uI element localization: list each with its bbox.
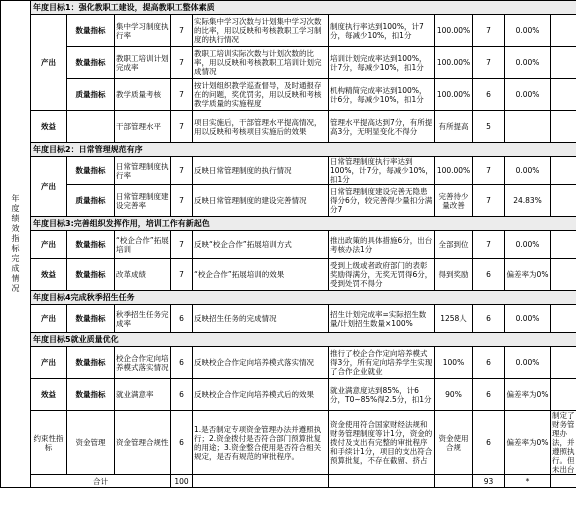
indicator-weight: 7 <box>171 15 193 47</box>
indicator-deviation: 0.00% <box>505 347 551 379</box>
indicator-note <box>551 157 576 185</box>
indicator-score: 6 <box>473 305 505 333</box>
indicator-description: “校企合作”拓展培训的效果 <box>193 259 329 291</box>
indicator-note <box>551 15 576 47</box>
indicator-actual: 100.00% <box>435 47 473 79</box>
indicator-note <box>551 185 576 217</box>
indicator-description: 实际集中学习次数与计划集中学习次数的比率，用以反映和考核教职工学习制度的执行情况 <box>193 15 329 47</box>
goal-4-title: 年度目标4完成秋季招生任务 <box>31 291 576 305</box>
indicator-note <box>551 111 576 143</box>
constraint-sub-category: 资金管理 <box>67 411 115 475</box>
indicator-target: 资金使用符合国家财经法规和财务管理制度等计1分，资金的拨付及支出有完整的审批程序和手续计1分，项目的支出符合预算批复，不存在截留、挤占 <box>329 411 435 475</box>
indicator-score: 7 <box>473 185 505 217</box>
indicator-weight: 7 <box>171 185 193 217</box>
category-output: 产出 <box>31 305 67 333</box>
indicator-actual: 完善待少量改善 <box>435 185 473 217</box>
indicator-score: 6 <box>473 79 505 111</box>
total-score: 93 <box>473 475 505 488</box>
goal-3-title: 年度目标3:完善组织发挥作用，培训工作有新起色 <box>31 217 576 231</box>
goal-5-title: 年度目标5就业质量优化 <box>31 333 576 347</box>
indicator-name: 改革成绩 <box>115 259 171 291</box>
indicator-note <box>551 347 576 379</box>
indicator-name: 集中学习制度执行率 <box>115 15 171 47</box>
indicator-target: 日常管理制度建设完善无隐患得分6分，较完善得少量扣分满分7 <box>329 185 435 217</box>
indicator-score: 7 <box>473 157 505 185</box>
indicator-weight: 7 <box>171 47 193 79</box>
category-benefit: 效益 <box>31 259 67 291</box>
indicator-actual: 90% <box>435 379 473 411</box>
indicator-note: 制定了财务管理办法，并遵照执行。但未出台 <box>551 411 576 475</box>
indicator-deviation: 偏差率为0% <box>505 411 551 475</box>
indicator-deviation: 偏差率为0% <box>505 259 551 291</box>
category-output: 产出 <box>31 157 67 217</box>
indicator-description: 反映日常管理制度的执行情况 <box>193 157 329 185</box>
indicator-actual: 1258人 <box>435 305 473 333</box>
sub-category: 数量指标 <box>67 157 115 185</box>
sub-category: 数量指标 <box>67 15 115 47</box>
indicator-score: 6 <box>473 259 505 291</box>
indicator-note <box>551 379 576 411</box>
indicator-score: 7 <box>473 15 505 47</box>
category-benefit: 效益 <box>31 111 67 143</box>
indicator-actual: 100% <box>435 347 473 379</box>
indicator-score: 7 <box>473 47 505 79</box>
indicator-description: 反映“校企合作”拓展培训方式 <box>193 231 329 259</box>
goal-1-title: 年度目标1：强化教职工建设，提高教职工整体素质 <box>31 1 576 15</box>
indicator-note <box>551 305 576 333</box>
indicator-deviation: 0.00% <box>505 305 551 333</box>
sub-category: 数量指标 <box>67 231 115 259</box>
constraint-category: 约束性指标 <box>31 411 67 475</box>
indicator-score: 6 <box>473 347 505 379</box>
indicator-target: 机构精简完成率达到100%，计6分，每减少10%，扣1分 <box>329 79 435 111</box>
indicator-target: 受到上级或者政府部门的表彰奖励得满分，无奖无罚得6分，受到处罚不得分 <box>329 259 435 291</box>
indicator-note <box>551 79 576 111</box>
indicator-description: 反映招生任务的完成情况 <box>193 305 329 333</box>
indicator-weight: 6 <box>171 347 193 379</box>
category-output: 产出 <box>31 15 67 111</box>
indicator-target: 招生计划完成率=实际招生数量/计划招生数量×100% <box>329 305 435 333</box>
indicator-name: 秋季招生任务完成率 <box>115 305 171 333</box>
total-weight: 100 <box>171 475 193 488</box>
indicator-actual: 100.00% <box>435 157 473 185</box>
indicator-description: 反映校企合作定向培养模式落实情况 <box>193 347 329 379</box>
total-label: 合计 <box>31 475 171 488</box>
sub-category: 数量指标 <box>67 347 115 379</box>
indicator-name: 教职工培训计划完成率 <box>115 47 171 79</box>
indicator-target: 日常管理制度执行率达到100%，计7分，每减少10%，扣1分 <box>330 157 433 184</box>
indicator-name: “校企合作”拓展培训 <box>115 231 171 259</box>
goal-2-title: 年度目标2：日常管理规范有序 <box>31 143 576 157</box>
indicator-target: 推出政策的具体措施6分，出台考核办法1分 <box>329 231 435 259</box>
indicator-weight: 7 <box>171 259 193 291</box>
category-benefit: 效益 <box>31 379 67 411</box>
indicator-deviation: 偏差率为0% <box>505 379 551 411</box>
indicator-actual: 资金使用合规 <box>435 411 473 475</box>
sub-category: 质量指标 <box>67 79 115 111</box>
indicator-name: 校企合作定向培养模式落实情况 <box>115 347 171 379</box>
indicator-note <box>551 231 576 259</box>
indicator-description: 项目实施后，干部管理水平提高情况，用以反映和考核项目实施后的效果 <box>193 111 329 143</box>
total-empty-desc <box>193 475 329 488</box>
indicator-description: 1.是否制定专项资金管理办法并遵照执行；2.资金拨付是否符合部门预算批复的用途；3.资金整合使用是否符合相关规定，是否有规范的审批程序。 <box>193 411 329 475</box>
indicator-description: 教职工培训实际次数与计划次数的比率，用以反映和考核教职工培训计划完成情况 <box>193 47 329 79</box>
indicator-deviation: 0.00% <box>505 231 551 259</box>
indicator-name: 就业满意率 <box>115 379 171 411</box>
indicator-deviation: 0.00% <box>505 157 551 185</box>
indicator-actual: 100.00% <box>435 15 473 47</box>
indicator-weight: 7 <box>171 111 193 143</box>
indicator-name: 资金管理合规性 <box>115 411 171 475</box>
indicator-deviation: 0.00% <box>505 15 551 47</box>
indicator-score: 5 <box>473 111 505 143</box>
category-output: 产出 <box>31 347 67 379</box>
indicator-weight: 7 <box>171 79 193 111</box>
indicator-actual: 100.00% <box>435 79 473 111</box>
indicator-weight: 6 <box>171 305 193 333</box>
indicator-target: 培训计划完成率达到100%，计7分，每减少10%，扣1分 <box>329 47 435 79</box>
indicator-weight: 6 <box>171 379 193 411</box>
total-empty-note <box>551 475 576 488</box>
indicator-note <box>551 259 576 291</box>
category-output: 产出 <box>31 231 67 259</box>
total-empty-target <box>329 475 435 488</box>
indicator-target: 推行了校企合作定向培养模式得3分，所有定向培养学生实现了合作企业就业 <box>329 347 435 379</box>
indicator-score: 6 <box>473 379 505 411</box>
indicator-description: 反映日常管理制度的建设完善情况 <box>193 185 329 217</box>
indicator-target: 管理水平提高达到7分，有所提高3分，无明显变化不得分 <box>329 111 435 143</box>
indicator-weight: 7 <box>171 157 193 185</box>
sub-category: 质量指标 <box>67 185 115 217</box>
total-empty-actual <box>435 475 473 488</box>
indicator-deviation <box>505 111 551 143</box>
indicator-deviation: 0.00% <box>505 47 551 79</box>
indicator-description: 反映校企合作定向培养模式后的效果 <box>193 379 329 411</box>
indicator-name: 日常管理制度建设完善率 <box>115 185 171 217</box>
indicator-name: 教学质量考核 <box>115 79 171 111</box>
sub-category: 数量指标 <box>67 379 115 411</box>
indicator-deviation: 0.00% <box>505 79 551 111</box>
indicator-weight: 6 <box>171 411 193 475</box>
sub-category <box>67 111 115 143</box>
indicator-target: 制度执行率达到100%，计7分，每减少10%，扣1分 <box>329 15 435 47</box>
total-deviation: * <box>505 475 551 488</box>
sub-category: 数量指标 <box>67 47 115 79</box>
indicator-name: 干部管理水平 <box>115 111 171 143</box>
indicator-note <box>551 47 576 79</box>
indicator-actual: 得到奖励 <box>435 259 473 291</box>
sub-category: 数量指标 <box>67 305 115 333</box>
indicator-actual: 全部到位 <box>435 231 473 259</box>
indicator-score: 6 <box>473 411 505 475</box>
indicator-name: 日常管理制度执行率 <box>115 157 171 185</box>
indicator-description: 按计划组织教学巡查督导，及时通报存在的问题，奖优罚劣，用以反映和考核教学质量的实施程度 <box>193 79 329 111</box>
sub-category: 数量指标 <box>67 259 115 291</box>
indicator-weight: 7 <box>171 231 193 259</box>
left-side-label: 年度绩效指标完成情况 <box>1 1 31 488</box>
indicator-target: 就业满意度达到85%，计6分，T0~85%得2.5分，扣1分 <box>329 379 435 411</box>
indicator-score: 7 <box>473 231 505 259</box>
indicator-deviation: 24.83% <box>505 185 551 217</box>
indicator-actual: 有所提高 <box>435 111 473 143</box>
